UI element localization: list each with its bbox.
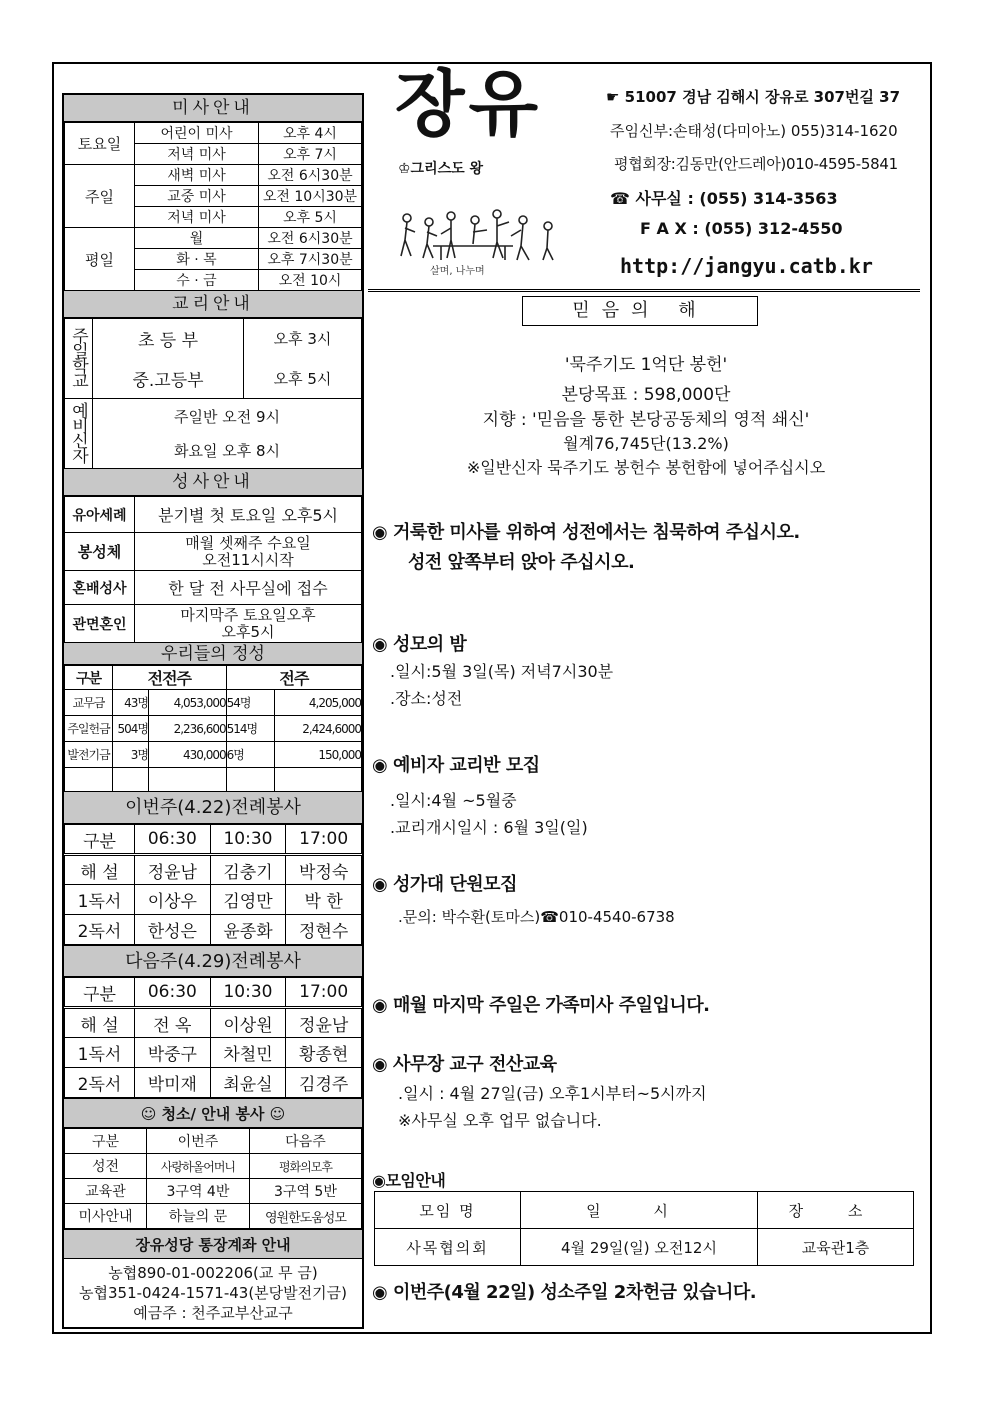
service-person: 박미재 — [135, 1068, 211, 1098]
account-info — [64, 1259, 362, 1327]
service-person: 정윤남 — [135, 855, 211, 885]
mass-name: 저녁 미사 — [135, 144, 259, 165]
service-person: 황종현 — [286, 1038, 362, 1068]
service-header: 구분 — [65, 978, 135, 1008]
offering-cell: 3명 — [113, 742, 149, 768]
offering-cell — [226, 768, 274, 792]
offering-heading: 우리들의 정성 — [64, 643, 362, 665]
cleaning-cell: 3구역 5반 — [249, 1179, 361, 1204]
notice-edu-title: ◉ 사무장 교구 전산교육 — [372, 1054, 557, 1075]
catechumen-label: 예비신자 — [65, 399, 93, 469]
rosary-intention: 지향 : '믿음을 통한 본당공동체의 영적 쇄신' — [482, 410, 810, 430]
service-person: 윤종화 — [210, 915, 286, 945]
service-role: 해 설 — [65, 1008, 135, 1038]
rosary-title: '묵주기도 1억단 봉헌' — [564, 355, 728, 375]
mass-name: 화 · 목 — [135, 249, 259, 270]
service-person: 한성은 — [135, 915, 211, 945]
sacrament-heading: 성사안내 — [64, 469, 362, 496]
meeting-table — [374, 1191, 914, 1266]
meeting-header: 모임 명 — [375, 1192, 521, 1229]
service-person: 이상우 — [135, 885, 211, 915]
offering-cell — [274, 768, 361, 792]
rosary-monthly: 월계76,745단(13.2%) — [563, 434, 729, 453]
service-person: 박정숙 — [286, 855, 362, 885]
sacrament-detail: 분기별 첫 토요일 오후5시 — [135, 497, 362, 533]
cleaning-header: 이번주 — [147, 1129, 250, 1154]
service-role: 2독서 — [65, 915, 135, 945]
website-url[interactable]: http://jangyu.catb.kr — [620, 254, 873, 278]
notice-catechumen-start: .교리개시일시 : 6월 3일(일) — [390, 818, 588, 837]
notice-catechumen-title: ◉ 예비자 교리반 모집 — [372, 755, 540, 776]
service-header: 06:30 — [135, 825, 211, 855]
notice-mary-place: .장소:성전 — [390, 689, 463, 708]
offering-cell: 2,236,600 — [149, 716, 227, 742]
council-line: 평협회장:김동만(안드레아)010-4595-5841 — [614, 155, 898, 173]
notice-edu-note: ※사무실 오후 업무 없습니다. — [398, 1111, 602, 1130]
notice-family-mass: ◉ 매월 마지막 주일은 가족미사 주일입니다. — [372, 995, 710, 1016]
notice-mary-time: .일시:5월 3일(목) 저녁7시30분 — [390, 662, 614, 681]
service-person: 정윤남 — [286, 1008, 362, 1038]
service-role: 1독서 — [65, 1038, 135, 1068]
cleaning-cell: 하늘의 문 — [147, 1204, 250, 1229]
sacrament-name: 관면혼인 — [65, 605, 135, 643]
church-subtitle: ♔그리스도 왕 — [398, 161, 484, 177]
mid-dept: 중.고등부 — [93, 359, 244, 399]
service-person: 김영만 — [210, 885, 286, 915]
mass-time: 오후 4시 — [259, 123, 362, 144]
notice-choir-contact: .문의: 박수환(토마스)☎010-4540-6738 — [398, 908, 675, 926]
meeting-cell: 교육관1층 — [758, 1229, 914, 1266]
meeting-cell: 4월 29일(일) 오전12시 — [521, 1229, 758, 1266]
service-header: 17:00 — [286, 825, 362, 855]
mass-name: 새벽 미사 — [135, 165, 259, 186]
account-line: 농협351-0424-1571-43(본당발전기금) — [79, 1284, 347, 1302]
offering-cell: 2,424,6000 — [274, 716, 361, 742]
mass-cat-sat: 토요일 — [65, 123, 135, 165]
service-next-table — [64, 977, 362, 1098]
sacrament-name: 혼배성사 — [65, 571, 135, 605]
service-person: 이상원 — [210, 1008, 286, 1038]
service-header: 17:00 — [286, 978, 362, 1008]
mass-name: 어린이 미사 — [135, 123, 259, 144]
meeting-header: 일 시 — [521, 1192, 758, 1229]
cleaning-cell: 미사안내 — [65, 1204, 147, 1229]
offering-cell: 430,000 — [149, 742, 227, 768]
offering-cell: 43명 — [113, 690, 149, 716]
sacrament-name: 유아세례 — [65, 497, 135, 533]
mass-name: 저녁 미사 — [135, 207, 259, 228]
logo-caption: 살며, 나누며 — [430, 266, 485, 277]
offering-cell: 교무금 — [65, 690, 113, 716]
offering-cell: 6명 — [226, 742, 274, 768]
service-header: 06:30 — [135, 978, 211, 1008]
service-header: 구분 — [65, 825, 135, 855]
service-this-table — [64, 824, 362, 945]
cleaning-table — [64, 1128, 362, 1229]
mass-time: 오후 5시 — [259, 207, 362, 228]
sacrament-detail: 한 달 전 사무실에 접수 — [135, 571, 362, 605]
hand-icon: ☛ — [606, 88, 625, 106]
offering-cell: 4,053,000 — [149, 690, 227, 716]
mass-time: 오전 10시30분 — [259, 186, 362, 207]
service-person: 박 한 — [286, 885, 362, 915]
service-person: 전 옥 — [135, 1008, 211, 1038]
mass-name: 수 · 금 — [135, 270, 259, 291]
offering-header: 전전주 — [113, 666, 227, 690]
account-line: 농협890-01-002206(교 무 금) — [108, 1264, 318, 1282]
offering-cell: 4,205,000 — [274, 690, 361, 716]
sacrament-detail: 매월 셋째주 수요일 오전11시시작 — [135, 533, 362, 571]
elem-dept: 초 등 부 — [93, 319, 244, 359]
rosary-goal: 본당목표 : 598,000단 — [561, 385, 731, 405]
sacrament-name: 봉성체 — [65, 533, 135, 571]
service-person: 정현수 — [286, 915, 362, 945]
service-person: 차철민 — [210, 1038, 286, 1068]
notice-choir-title: ◉ 성가대 단원모집 — [372, 874, 517, 895]
doctrine-table — [64, 318, 362, 469]
sacrament-table — [64, 496, 362, 643]
service-role: 해 설 — [65, 855, 135, 885]
church-title: 장유 — [395, 61, 543, 146]
elem-time: 오후 3시 — [244, 319, 362, 359]
offering-cell: 150,000 — [274, 742, 361, 768]
cleaning-cell: 영원한도움성모 — [249, 1204, 361, 1229]
offering-header: 전주 — [226, 666, 361, 690]
service-person: 김충기 — [210, 855, 286, 885]
mass-time: 오전 6시30분 — [259, 165, 362, 186]
mass-time: 오후 7시 — [259, 144, 362, 165]
cleaning-cell: 평화의모후 — [249, 1154, 361, 1179]
cate-time2: 화요일 오후 8시 — [93, 434, 362, 469]
header-divider — [368, 289, 920, 292]
offering-cell — [113, 768, 149, 792]
mass-cat-sun: 주일 — [65, 165, 135, 228]
year-of-faith-box: 믿음의 해 — [522, 296, 758, 326]
service-next-heading: 다음주(4.29)전례봉사 — [64, 945, 362, 977]
notice-meeting-title: ◉모임안내 — [372, 1171, 446, 1190]
address-text: 51007 경남 김해시 장유로 307번길 37 — [624, 88, 901, 106]
service-person: 김경주 — [286, 1068, 362, 1098]
fax-line: F A X : (055) 312-4550 — [640, 219, 843, 238]
cate-time1: 주일반 오전 9시 — [93, 399, 362, 434]
mass-time: 오전 10시 — [259, 270, 362, 291]
mass-time: 오전 6시30분 — [259, 228, 362, 249]
left-column — [62, 93, 364, 1329]
mass-table — [64, 122, 362, 291]
mass-time: 오후 7시30분 — [259, 249, 362, 270]
cleaning-cell: 성전 — [65, 1154, 147, 1179]
cleaning-cell: 사랑하올어머니 — [147, 1154, 250, 1179]
notice-second-collection: ◉ 이번주(4월 22일) 성소주일 2차헌금 있습니다. — [372, 1282, 757, 1303]
meeting-cell: 사목협의회 — [375, 1229, 521, 1266]
cleaning-cell: 3구역 4반 — [147, 1179, 250, 1204]
notice-catechumen-period: .일시:4월 ~5월중 — [390, 791, 517, 810]
mid-time: 오후 5시 — [244, 359, 362, 399]
offering-cell — [149, 768, 227, 792]
notice-silence: ◉ 거룩한 미사를 위하여 성전에서는 침묵하여 주십시오. — [372, 522, 800, 543]
mass-name: 월 — [135, 228, 259, 249]
offering-header: 구분 — [65, 666, 113, 690]
offering-cell — [65, 768, 113, 792]
service-person: 최윤실 — [210, 1068, 286, 1098]
cleaning-cell: 교육관 — [65, 1179, 147, 1204]
service-this-heading: 이번주(4.22)전례봉사 — [64, 792, 362, 824]
offering-cell: 발전기금 — [65, 742, 113, 768]
notice-edu-time: .일시 : 4월 27일(금) 오후1시부터~5시까지 — [398, 1084, 707, 1103]
doctrine-heading: 교리안내 — [64, 291, 362, 318]
cleaning-header: 구분 — [65, 1129, 147, 1154]
account-heading: 장유성당 통장계좌 안내 — [64, 1229, 362, 1259]
rosary-note: ※일반신자 묵주기도 봉헌수 봉헌함에 넣어주십시오 — [466, 458, 826, 477]
meeting-header: 장 소 — [758, 1192, 914, 1229]
sunday-school-label: 주일학교 — [65, 319, 93, 399]
service-person: 박중구 — [135, 1038, 211, 1068]
service-role: 2독서 — [65, 1068, 135, 1098]
service-role: 1독서 — [65, 885, 135, 915]
offering-cell: 514명 — [226, 716, 274, 742]
mass-heading: 미사안내 — [64, 95, 362, 122]
office-phone: ☎ 사무실 : (055) 314-3563 — [610, 189, 838, 208]
notice-mary-title: ◉ 성모의 밤 — [372, 634, 467, 655]
pastor-line: 주임신부:손태성(다미아노) 055)314-1620 — [610, 122, 898, 140]
account-line: 예금주 : 천주교부산교구 — [133, 1304, 293, 1322]
address-line — [606, 86, 900, 107]
cleaning-header: 다음주 — [249, 1129, 361, 1154]
offering-cell: 504명 — [113, 716, 149, 742]
service-header: 10:30 — [210, 978, 286, 1008]
notice-seating: 성전 앞쪽부터 앉아 주십시오. — [408, 552, 635, 573]
sacrament-detail: 마지막주 토요일오후 오후5시 — [135, 605, 362, 643]
offering-cell: 주일헌금 — [65, 716, 113, 742]
mass-cat-weekday: 평일 — [65, 228, 135, 291]
service-header: 10:30 — [210, 825, 286, 855]
offering-table — [64, 665, 362, 792]
cleaning-heading: ☺ 청소/ 안내 봉사 ☺ — [64, 1098, 362, 1128]
mass-name: 교중 미사 — [135, 186, 259, 207]
offering-cell: 54명 — [226, 690, 274, 716]
